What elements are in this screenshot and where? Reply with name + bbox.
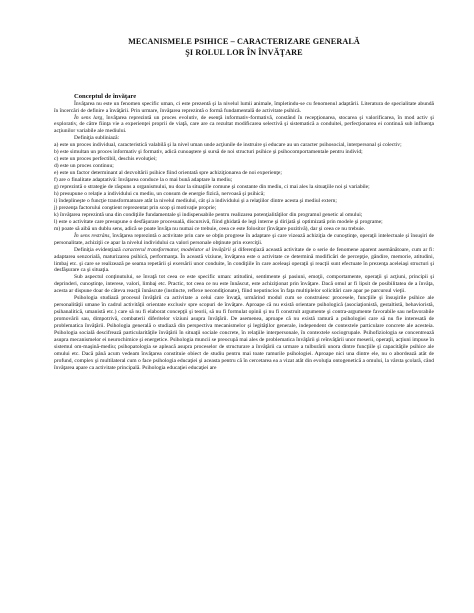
list-item-c: c) este un proces perfectibil, deschis evoluţiei; bbox=[54, 156, 157, 163]
title-line-1: MECANISMELE PSIHICE – CARACTERIZARE GENERALĂ bbox=[128, 37, 360, 46]
paragraph-2-text: , învăţarea reprezintă un proces evolutiv, de esenţă informativ-formativă, constând în recepţionarea, stocarea şi valorificarea, în mod activ şi explorativ, de către fiinţa vie a experienţei proprii de viaţă, care are ca rezultat modificarea selectivă şi sistematică a conduitei, perfecţionarea ei continuă sub influenţa acţiunilor variabile ale mediului. bbox=[54, 114, 434, 135]
paragraph-3: Definiţia subliniază: bbox=[74, 135, 120, 142]
paragraph-2 bbox=[54, 115, 434, 136]
paragraph-2-emphasis: În sens larg bbox=[74, 114, 103, 121]
paragraph-4 bbox=[54, 233, 434, 247]
list-item-b: b) este simultan un proces informativ şi formativ, adică cunoaştere şi sursă de noi structuri psihice şi psihocomportamentale pentru individ; bbox=[54, 149, 363, 156]
paragraph-5 bbox=[54, 247, 434, 275]
list-item-k: k) învăţarea reprezintă una din condiţiile fundamentale şi indispensabile pentru realizarea potenţialităţilor din programul genetic al omului; bbox=[54, 211, 363, 218]
paragraph-4-emphasis: În sens restrâns bbox=[74, 232, 110, 239]
paragraph-1: Învăţarea nu este un fenomen specific uman, ci este prezentă şi la nivelul lumii animale, împletindu-se cu fenomenul adaptării. Literatura de specialitate abundă în încercări de definire a învăţării. Prin urmare, învăţarea reprezintă o formă fundamentală de activitate psihică. bbox=[54, 100, 434, 114]
document-title bbox=[54, 36, 434, 58]
list-item-d: d) este un proces continuu; bbox=[54, 163, 114, 170]
list-item-a: a) este un proces individual, caracteristică valabilă şi la nivel uman unde acţiunile de instruire şi educare au un caracter psihosocial, interpersonal şi colectiv; bbox=[54, 142, 402, 149]
paragraph-5-text: şi diferenţiază această activitate de o serie de fenomene aparent asemănătoare, cum ar fi: adaptarea senzorială, maturizarea psihică, performanţa. În această viziune, învăţarea este o activitate ce determină modificări de percepţie, gândire, memorie, atitudini, limbaj etc. şi care se realizează pe seama repetării şi exersării unor conduite, în condiţiile în care aceleaşi operaţii şi reacţii sunt efectuate în prezenţa aceleiaşi structuri şi desfăşurare ca şi situaţia. bbox=[54, 246, 434, 274]
list-item-i: i) îndeplineşte o funcţie transformatoare atât la nivelul mediului, cât şi a individului şi a relaţiilor dintre acesta şi mediul extern; bbox=[54, 197, 337, 204]
list-item-g: g) reprezintă o strategie de răspuns a organismului, nu doar la situaţiile comune şi constante din mediu, ci mai ales la situaţiile noi şi variabile; bbox=[54, 184, 370, 191]
paragraph-5-emphasis: caracterul transformator, modelator al învăţării bbox=[122, 246, 231, 253]
document-body bbox=[54, 101, 434, 372]
section-heading: Conceptul de învăţare bbox=[74, 93, 137, 100]
list-item-e: e) este un factor determinant al dezvoltării psihice fiind orientată spre achiziţionarea de noi experienţe; bbox=[54, 170, 282, 177]
list-item-h: h) presupune o relaţie a individului cu mediu, un consum de energie fizică, nervoasă şi psihică; bbox=[54, 190, 265, 197]
list-item-j: j) prezenţa factorului conştient reprezentat prin scop şi motivaţie proprie; bbox=[54, 204, 217, 211]
paragraph-6: Sub aspectul conţinutului, se învaţă tot ceea ce este specific uman: atitudini, sentimente şi pasiuni, emoţii, comportamente, operaţii şi acţiuni, principii şi deprinderi, cunoştinţe, interese, valori, limbaj etc. Practic, tot ceea ce nu este înnăscut, este achiziţionat prin învăţare. Dacă omul ar fi lipsit de posibilitatea de a învăţa, acesta ar dispune doar de câteva reacţii înnăscute (instincte, reflexe necondiţionate), fiind neputincios în faţa multiplelor solicitări care apar pe parcursul vieţii. bbox=[54, 274, 434, 295]
list-item-l: l) este o activitate care presupune o desfăşurare procesuală, discursivă, fiind ghidată de legi interne şi dirijată şi optimizată prin modele şi programe; bbox=[54, 218, 383, 225]
paragraph-7: Psihologia studiază procesul învăţării ca activitate a celui care învaţă, urmărind modul cum se construiesc procesele, funcţiile şi însuşirile psihice ale personalităţii umane în cadrul activităţii orientate exclusiv spre scopuri de învăţare. Aproape că nu există orientare psihologică (asociaţionistă, gestaltistă, behavioristă, psihanalitică, umanistă etc.) care să nu fi elaborat concepţii şi teorii, să nu fi formulat opinii şi nu fi construit argumente şi contra-argumente favorabile sau nefavorabile promovării sau, dimpotrivă, combaterii diferitelor viziuni asupra învăţării. De asemenea, aproape că nu există ramură a psihologiei care să nu fie interesată de problematica învăţării. Psihologia generală o studiază din perspectiva mecanismelor şi legităţilor generale, independent de contextele particulare concrete ale acesteia. Psihologia socială descifrează particularităţile învăţării în situaţii sociale concrete, în relaţiile interpersonale, în contextele sociogrupale. Psihofiziologia se concentrează asupra mecanismelor ei neurochimice şi energetice. Psihologia muncii se preocupă mai ales de problematica învăţării şi reînvăţării unor meserii, operaţii, acţiuni impuse în sistemul om-maşină-mediu; psihopatologia se apleacă asupra proceselor de structurare a învăţării ca urmare a tulburării unora dintre funcţiile şi capacităţile psihice ale omului etc. Dacă până acum vedeam învăţarea constituie obiect de studiu pentru mai toate ramurile psihologiei. Aproape nici una dintre ele, nu o abordează atât de profund, complex şi multilateral cum o face psihologia educaţiei şi aceasta pentru că în cercetarea ea a vizat atât din evoluţia ontogenetică a omului, la vârsta şcolară, când învăţarea apare ca activitate principală. Psihologia educaţiei educaţiei are bbox=[54, 295, 434, 371]
list-item-m: m) poate să aibă un dublu sens, adică se poate învăţa nu numai ce trebuie, ceea ce este folositor (învăţare pozitivă), dar şi ceea ce nu trebuie. bbox=[54, 225, 366, 232]
paragraph-5-lead: Definiţia evidenţiază bbox=[74, 246, 123, 253]
paragraph-4-text: , învăţarea reprezintă o activitate prin care se obţin progrese în adaptare şi care vizează achiziţia de cunoştinţe, operaţii intelectuale şi însuşiri de personalitate, achiziţii ce apar la nivelul individului ca valori personale obţinute prin exerciţii. bbox=[54, 232, 434, 246]
list-item-f: f) are o finalitate adaptativă: învăţarea conduce la o mai bună adaptare la mediu; bbox=[54, 177, 233, 184]
title-line-2: ŞI ROLUL LOR ÎN ÎNVĂŢARE bbox=[185, 48, 303, 57]
